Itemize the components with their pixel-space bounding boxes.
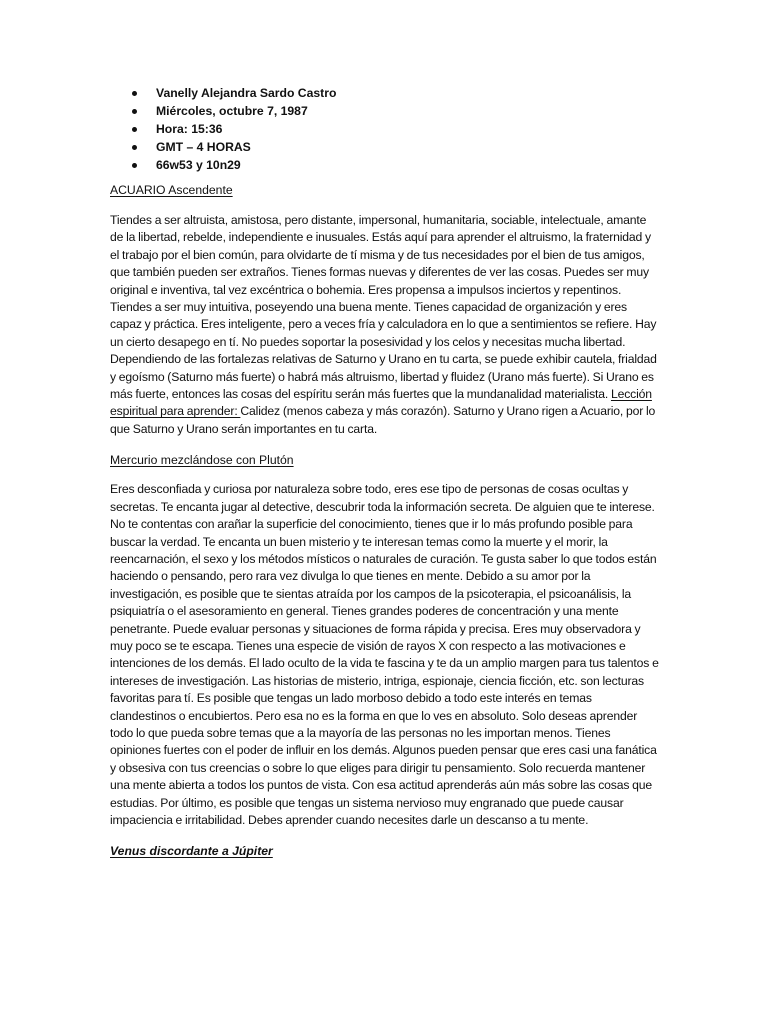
- birth-info-date: [110, 102, 660, 120]
- birth-info-coordinates: [110, 156, 660, 174]
- birth-info-text: GMT – 4 HORAS: [156, 140, 251, 154]
- bullet-icon: [132, 109, 137, 114]
- document-page: [110, 84, 660, 860]
- bullet-icon: [132, 127, 137, 132]
- section-heading-mercurio: Mercurio mezclándose con Plutón: [110, 453, 294, 468]
- paragraph-mercurio: Eres desconfiada y curiosa por naturaleza sobre todo, eres ese tipo de personas de cosas ocultas y secretas. Te encanta jugar al detective, descubrir toda la información secreta. De alguien que te interese. No te contentas con arañar la superficie del conocimiento, tienes que ir lo más profundo posible para buscar la verdad. Te encanta un buen misterio y te interesan temas como la muerte y el morir, la reencarnación, el sexo y los métodos místicos o naturales de curación. Te gusta saber lo que todos están haciendo o pensando, pero rara vez divulga lo que tienes en mente. Debido a su amor por la investigación, es posible que te sientas atraída por los campos de la psicoterapia, el psicoanálisis, la psiquiatría o el asesoramiento en general. Tienes grandes poderes de concentración y una mente penetrante. Puede evaluar personas y situaciones de forma rápida y precisa. Eres muy observadora y muy poco se te escapa. Tienes una especie de visión de rayos X con respecto a las motivaciones e intenciones de los demás. El lado oculto de la vida te fascina y te da un amplio margen para tus talentos e intereses de investigación. Las historias de misterio, intriga, espionaje, ciencia ficción, etc. son lecturas favoritas para tí. Es posible que tengas un lado morboso debido a todo este interés en temas clandestinos o encubiertos. Pero esa no es la forma en que lo ves en absoluto. Solo deseas aprender todo lo que pueda sobre temas que a la mayoría de las personas no les importan menos. Tienes opiniones fuertes con el poder de influir en los demás. Algunos pueden pensar que eres casi una fanática y obsesiva con tus creencias o sobre lo que eliges para dirigir tu pensamiento. Solo recuerda mantener una mente abierta a todos los puntos de vista. Con esa actitud aprenderás aún más sobre las cosas que estudias. Por último, es posible que tengas un sistema nervioso muy engranado que puede causar impaciencia e irritabilidad. Debes aprender cuando necesites darle un descanso a tu mente.: [110, 482, 659, 827]
- bullet-icon: [132, 145, 137, 150]
- section-heading-venus: Venus discordante a Júpiter: [110, 844, 273, 859]
- paragraph-text: Tiendes a ser altruista, amistosa, pero distante, impersonal, humanitaria, sociable, intelectuale, amante de la libertad, rebelde, independiente e inusuales. Estás aquí para aprender el altruismo, la fraternidad y el trabajo por el bien común, para olvidarte de tí misma y de tus necesidades por el bien de tus amigos, que también pueden ser extraños. Tienes formas nuevas y diferentes de ver las cosas. Puedes ser muy original e inventiva, tal vez excéntrica o bohemia. Eres propensa a impulsos inciertos y repentinos. Tiendes a ser muy intuitiva, poseyendo una buena mente. Tienes capacidad de organización y eres capaz y práctica. Eres inteligente, pero a veces fría y calculadora en lo que a sentimientos se refiere. Hay un cierto desapego en tí. No puedes soportar la posesividad y los celos y necesitas mucha libertad. Dependiendo de las fortalezas relativas de Saturno y Urano en tu carta, se puede exhibir cautela, frialdad y egoísmo (Saturno más fuerte) o habrá más altruismo, libertad y fluidez (Urano más fuerte). Si Urano es más fuerte, entonces las cosas del espíritu serán más fuertes que la mundanalidad materialista.: [110, 213, 657, 402]
- bullet-icon: [132, 91, 137, 96]
- birth-info-list: [110, 84, 660, 174]
- section-heading-acuario: ACUARIO Ascendente: [110, 183, 233, 197]
- paragraph-text: Calidez (menos cabeza y más corazón). Saturno y Urano rigen a Acuario, por lo que Saturno y Urano serán importantes en tu carta.: [110, 404, 656, 436]
- birth-info-timezone: [110, 138, 660, 156]
- bullet-icon: [132, 163, 137, 168]
- lesson-label: Lección espiritual para aprender:: [110, 387, 652, 419]
- birth-info-time: [110, 120, 660, 138]
- birth-info-text: Vanelly Alejandra Sardo Castro: [156, 86, 337, 100]
- birth-info-text: Hora: 15:36: [156, 122, 223, 136]
- birth-info-text: Miércoles, octubre 7, 1987: [156, 104, 308, 118]
- birth-info-name: [110, 84, 660, 102]
- paragraph-acuario: [110, 212, 660, 438]
- birth-info-text: 66w53 y 10n29: [156, 158, 241, 172]
